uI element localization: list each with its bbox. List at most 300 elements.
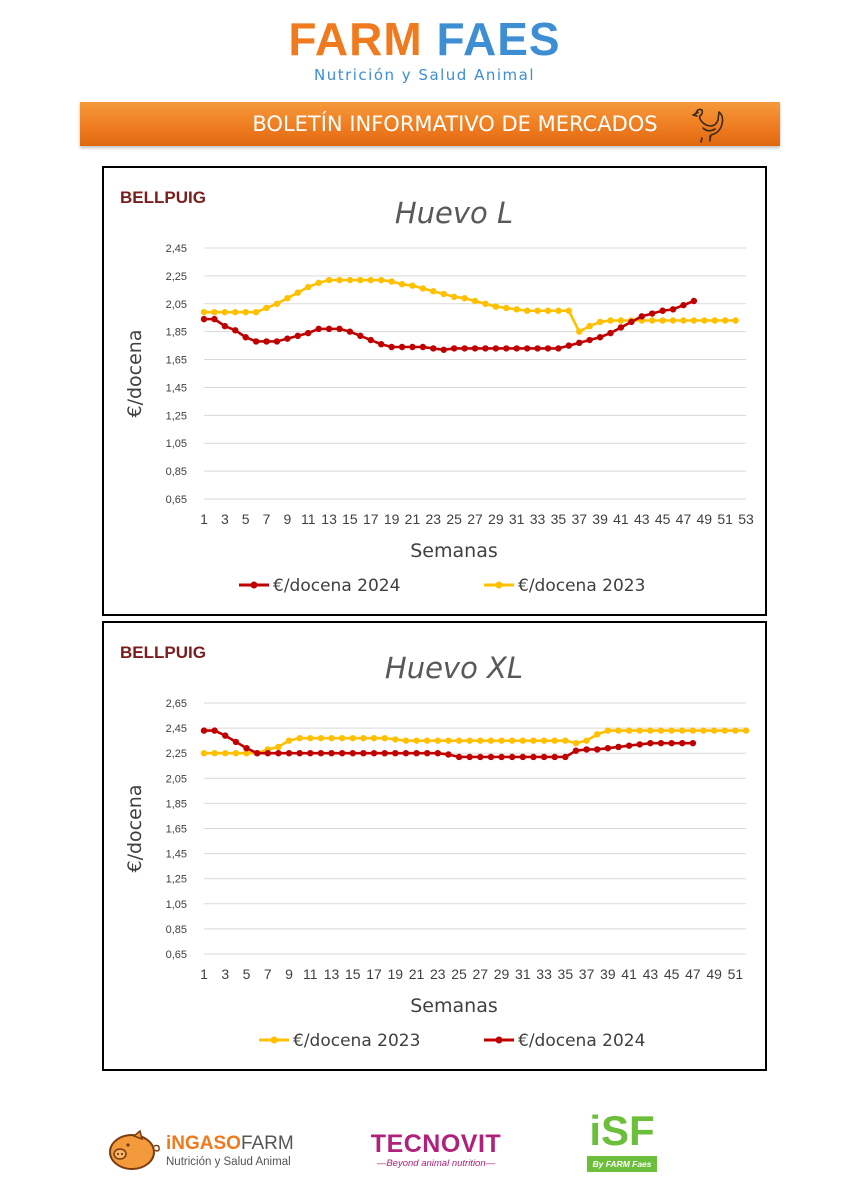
data-point xyxy=(441,347,447,353)
ingaso-tagline: Nutrición y Salud Animal xyxy=(166,1156,291,1168)
data-point xyxy=(679,727,685,733)
data-point xyxy=(399,281,405,287)
data-point xyxy=(388,344,394,350)
data-point xyxy=(368,337,374,343)
y-tick-label: 0,85 xyxy=(165,466,187,479)
x-tick-label: 27 xyxy=(472,966,489,982)
x-tick-label: 51 xyxy=(717,511,733,527)
y-tick-label: 1,25 xyxy=(165,410,187,423)
data-point xyxy=(583,746,589,752)
x-tick-label: 37 xyxy=(571,511,588,527)
x-tick-label: 43 xyxy=(633,511,650,527)
data-point xyxy=(254,750,260,756)
data-point xyxy=(488,737,494,743)
data-point xyxy=(637,741,643,747)
data-point xyxy=(339,735,345,741)
logo-word-farm: FARM xyxy=(288,13,423,65)
data-point xyxy=(545,308,551,314)
data-point xyxy=(541,737,547,743)
data-point xyxy=(339,750,345,756)
data-point xyxy=(201,309,207,315)
data-point xyxy=(307,750,313,756)
x-tick-label: 31 xyxy=(515,966,531,982)
legend-swatch-marker xyxy=(251,582,258,589)
data-point xyxy=(711,727,717,733)
data-point xyxy=(520,754,526,760)
data-point xyxy=(211,316,217,322)
data-point xyxy=(552,754,558,760)
x-tick-label: 35 xyxy=(557,966,574,982)
data-point xyxy=(477,737,483,743)
data-point xyxy=(392,736,398,742)
data-point xyxy=(274,338,280,344)
data-point xyxy=(435,750,441,756)
data-point xyxy=(594,731,600,737)
data-point xyxy=(498,737,504,743)
data-point xyxy=(552,737,558,743)
data-point xyxy=(615,744,621,750)
data-point xyxy=(347,328,353,334)
data-point xyxy=(594,746,600,752)
x-axis-title: Semanas xyxy=(410,995,498,1017)
x-tick-label: 5 xyxy=(242,966,251,982)
x-tick-label: 15 xyxy=(344,966,361,982)
data-point xyxy=(456,737,462,743)
data-point xyxy=(586,323,592,329)
data-point xyxy=(562,737,568,743)
data-point xyxy=(424,737,430,743)
data-point xyxy=(357,277,363,283)
data-point xyxy=(371,735,377,741)
data-point xyxy=(732,727,738,733)
data-point xyxy=(222,309,228,315)
data-point xyxy=(315,280,321,286)
data-point xyxy=(701,317,707,323)
data-point xyxy=(263,305,269,311)
data-point xyxy=(371,750,377,756)
x-tick-label: 15 xyxy=(342,511,358,527)
x-tick-label: 49 xyxy=(706,966,722,982)
data-point xyxy=(690,740,696,746)
data-point xyxy=(626,742,632,748)
x-tick-label: 47 xyxy=(675,511,692,527)
logo-tagline: Nutrición y Salud Animal xyxy=(313,66,536,84)
data-point xyxy=(456,754,462,760)
data-point xyxy=(295,289,301,295)
data-point xyxy=(201,727,207,733)
x-tick-label: 13 xyxy=(323,966,340,982)
x-axis-title: Semanas xyxy=(410,540,498,562)
data-point xyxy=(659,317,665,323)
data-point xyxy=(350,750,356,756)
data-point xyxy=(658,740,664,746)
data-point xyxy=(573,740,579,746)
data-point xyxy=(680,302,686,308)
x-tick-label: 39 xyxy=(592,511,608,527)
data-point xyxy=(445,737,451,743)
legend-swatch-marker xyxy=(271,1037,278,1044)
data-point xyxy=(658,727,664,733)
data-point xyxy=(639,313,645,319)
data-point xyxy=(315,326,321,332)
banner-title: BOLETÍN INFORMATIVO DE MERCADOS xyxy=(252,112,658,136)
data-point xyxy=(530,737,536,743)
data-point xyxy=(628,319,634,325)
x-tick-label: 47 xyxy=(685,966,701,982)
data-point xyxy=(482,345,488,351)
data-point xyxy=(524,308,530,314)
y-tick-label: 1,45 xyxy=(165,382,187,395)
data-point xyxy=(265,750,271,756)
data-point xyxy=(242,309,248,315)
data-point xyxy=(541,754,547,760)
logo-word-faes: FAES xyxy=(436,13,561,65)
chart-title: Huevo XL xyxy=(384,651,524,685)
data-point xyxy=(605,745,611,751)
x-tick-label: 19 xyxy=(383,511,400,527)
data-point xyxy=(360,750,366,756)
ingaso-suffix: FARM xyxy=(240,1133,294,1154)
data-point xyxy=(477,754,483,760)
x-tick-label: 21 xyxy=(404,511,421,527)
data-point xyxy=(647,727,653,733)
y-tick-label: 2,25 xyxy=(165,270,187,283)
x-tick-label: 49 xyxy=(696,511,713,527)
data-point xyxy=(472,298,478,304)
data-point xyxy=(295,333,301,339)
x-tick-label: 3 xyxy=(221,966,230,982)
data-point xyxy=(242,334,248,340)
data-point xyxy=(607,317,613,323)
data-point xyxy=(503,305,509,311)
data-point xyxy=(498,754,504,760)
data-point xyxy=(378,277,384,283)
data-point xyxy=(605,727,611,733)
location-label: BELLPUIG xyxy=(120,643,206,662)
data-point xyxy=(420,285,426,291)
hen-icon xyxy=(688,105,728,143)
data-point xyxy=(566,308,572,314)
data-point xyxy=(597,334,603,340)
series-line-2023 xyxy=(204,280,736,332)
data-point xyxy=(284,335,290,341)
y-tick-label: 1,85 xyxy=(165,326,187,339)
x-tick-label: 9 xyxy=(283,511,292,527)
x-tick-label: 3 xyxy=(220,511,229,527)
chart-title: Huevo L xyxy=(394,196,514,230)
x-tick-label: 45 xyxy=(663,966,680,982)
data-point xyxy=(461,345,467,351)
data-point xyxy=(451,294,457,300)
data-point xyxy=(513,306,519,312)
data-point xyxy=(503,345,509,351)
x-tick-label: 27 xyxy=(467,511,483,527)
data-point xyxy=(524,345,530,351)
data-point xyxy=(534,345,540,351)
y-tick-label: 0,85 xyxy=(165,923,187,936)
x-tick-label: 45 xyxy=(654,511,671,527)
y-tick-label: 2,65 xyxy=(165,698,187,710)
y-tick-label: 1,05 xyxy=(165,898,187,911)
data-point xyxy=(493,345,499,351)
x-tick-label: 31 xyxy=(508,511,525,527)
data-point xyxy=(413,750,419,756)
x-tick-label: 33 xyxy=(529,511,546,527)
x-tick-label: 23 xyxy=(430,966,446,982)
x-tick-label: 5 xyxy=(241,511,250,527)
data-point xyxy=(690,727,696,733)
data-point xyxy=(691,317,697,323)
data-point xyxy=(597,319,603,325)
data-point xyxy=(243,745,249,751)
data-point xyxy=(618,317,624,323)
data-point xyxy=(732,317,738,323)
legend-item-2024 xyxy=(484,1031,645,1051)
data-point xyxy=(347,277,353,283)
chart-panel-huevo-xl xyxy=(102,621,767,1071)
data-point xyxy=(680,317,686,323)
legend-swatch-marker xyxy=(496,1037,503,1044)
chart-huevo-l xyxy=(104,168,765,614)
data-point xyxy=(350,735,356,741)
data-point xyxy=(378,341,384,347)
data-point xyxy=(222,732,228,738)
data-point xyxy=(576,340,582,346)
data-point xyxy=(583,737,589,743)
data-point xyxy=(328,735,334,741)
data-point xyxy=(274,301,280,307)
farm-faes-logo xyxy=(0,14,849,84)
data-point xyxy=(403,750,409,756)
data-point xyxy=(482,301,488,307)
x-tick-label: 35 xyxy=(550,511,567,527)
legend-item-2023 xyxy=(259,1031,420,1051)
x-tick-label: 7 xyxy=(263,966,272,982)
x-tick-label: 51 xyxy=(727,966,744,982)
x-tick-label: 17 xyxy=(366,966,382,982)
data-point xyxy=(712,317,718,323)
isf-logo xyxy=(584,1106,660,1178)
x-tick-label: 37 xyxy=(578,966,595,982)
data-point xyxy=(232,309,238,315)
title-banner xyxy=(80,102,780,146)
data-point xyxy=(403,737,409,743)
data-point xyxy=(691,298,697,304)
y-tick-label: 0,65 xyxy=(165,494,187,506)
y-tick-label: 0,65 xyxy=(165,949,187,961)
data-point xyxy=(472,345,478,351)
tecnovit-name: TECNOVIT xyxy=(370,1130,502,1158)
data-point xyxy=(305,284,311,290)
data-point xyxy=(586,337,592,343)
data-point xyxy=(336,326,342,332)
legend-label: €/docena 2023 xyxy=(518,576,646,596)
y-tick-label: 2,45 xyxy=(165,723,187,736)
data-point xyxy=(534,308,540,314)
chart-panel-huevo-l xyxy=(102,166,767,616)
y-tick-label: 1,65 xyxy=(165,823,187,836)
chart-huevo-xl xyxy=(104,623,765,1069)
legend-label: €/docena 2024 xyxy=(518,1031,646,1051)
ingaso-farm-logo xyxy=(104,1128,314,1174)
x-tick-label: 9 xyxy=(285,966,293,982)
pig-icon xyxy=(104,1128,164,1172)
data-point xyxy=(576,328,582,334)
data-point xyxy=(388,278,394,284)
data-point xyxy=(326,277,332,283)
data-point xyxy=(441,291,447,297)
x-tick-label: 33 xyxy=(536,966,552,982)
y-tick-label: 1,85 xyxy=(165,798,187,811)
data-point xyxy=(263,338,269,344)
x-tick-label: 21 xyxy=(408,966,425,982)
data-point xyxy=(566,342,572,348)
x-tick-label: 7 xyxy=(262,511,271,527)
data-point xyxy=(420,344,426,350)
data-point xyxy=(253,338,259,344)
data-point xyxy=(670,317,676,323)
data-point xyxy=(430,288,436,294)
data-point xyxy=(488,754,494,760)
x-tick-label: 41 xyxy=(621,966,637,982)
data-point xyxy=(545,345,551,351)
data-point xyxy=(318,750,324,756)
data-point xyxy=(296,750,302,756)
legend-item-2024 xyxy=(239,576,400,596)
data-point xyxy=(618,324,624,330)
x-tick-label: 11 xyxy=(300,511,316,527)
data-point xyxy=(513,345,519,351)
data-point xyxy=(211,750,217,756)
data-point xyxy=(399,344,405,350)
x-tick-label: 53 xyxy=(738,511,754,527)
data-point xyxy=(360,735,366,741)
data-point xyxy=(647,740,653,746)
data-point xyxy=(336,277,342,283)
data-point xyxy=(201,750,207,756)
data-point xyxy=(328,750,334,756)
data-point xyxy=(409,282,415,288)
data-point xyxy=(307,735,313,741)
y-axis-title: €/docena xyxy=(124,329,146,418)
data-point xyxy=(555,345,561,351)
data-point xyxy=(368,277,374,283)
data-point xyxy=(381,735,387,741)
y-tick-label: 1,25 xyxy=(165,873,187,886)
data-point xyxy=(573,747,579,753)
data-point xyxy=(509,754,515,760)
data-point xyxy=(607,330,613,336)
y-tick-label: 2,05 xyxy=(165,773,187,786)
data-point xyxy=(649,310,655,316)
data-point xyxy=(649,317,655,323)
tecnovit-logo xyxy=(366,1130,506,1170)
legend-label: €/docena 2023 xyxy=(293,1031,421,1051)
data-point xyxy=(275,750,281,756)
data-point xyxy=(357,333,363,339)
data-point xyxy=(722,727,728,733)
y-tick-label: 2,25 xyxy=(165,748,187,761)
y-tick-label: 1,45 xyxy=(165,848,187,861)
data-point xyxy=(493,303,499,309)
x-tick-label: 1 xyxy=(200,511,208,527)
x-tick-label: 43 xyxy=(642,966,659,982)
data-point xyxy=(722,317,728,323)
data-point xyxy=(232,327,238,333)
data-point xyxy=(509,737,515,743)
data-point xyxy=(222,323,228,329)
data-point xyxy=(424,750,430,756)
data-point xyxy=(233,750,239,756)
data-point xyxy=(555,308,561,314)
data-point xyxy=(286,737,292,743)
x-tick-label: 25 xyxy=(451,966,467,982)
data-point xyxy=(381,750,387,756)
data-point xyxy=(296,735,302,741)
data-point xyxy=(743,727,749,733)
y-tick-label: 1,05 xyxy=(165,438,187,451)
data-point xyxy=(626,727,632,733)
data-point xyxy=(222,750,228,756)
data-point xyxy=(659,308,665,314)
x-tick-label: 29 xyxy=(493,966,510,982)
y-tick-label: 1,65 xyxy=(165,354,187,367)
x-tick-label: 19 xyxy=(387,966,404,982)
data-point xyxy=(451,345,457,351)
isf-name: iSF xyxy=(589,1107,655,1154)
x-tick-label: 41 xyxy=(613,511,629,527)
data-point xyxy=(562,754,568,760)
data-point xyxy=(211,727,217,733)
data-point xyxy=(318,735,324,741)
x-tick-label: 11 xyxy=(303,966,318,982)
data-point xyxy=(530,754,536,760)
data-point xyxy=(275,744,281,750)
data-point xyxy=(392,750,398,756)
isf-tagline: By FARM Faes xyxy=(587,1156,657,1172)
data-point xyxy=(466,754,472,760)
data-point xyxy=(435,737,441,743)
ingaso-prefix: iNGASO xyxy=(166,1133,241,1154)
data-point xyxy=(668,740,674,746)
legend-item-2023 xyxy=(484,576,645,596)
data-point xyxy=(233,739,239,745)
data-point xyxy=(409,344,415,350)
data-point xyxy=(668,727,674,733)
data-point xyxy=(253,309,259,315)
x-tick-label: 25 xyxy=(446,511,462,527)
data-point xyxy=(201,316,207,322)
data-point xyxy=(520,737,526,743)
x-tick-label: 17 xyxy=(362,511,379,527)
data-point xyxy=(679,740,685,746)
location-label: BELLPUIG xyxy=(120,188,206,207)
data-point xyxy=(466,737,472,743)
legend-swatch-marker xyxy=(496,582,503,589)
data-point xyxy=(286,750,292,756)
x-tick-label: 29 xyxy=(488,511,504,527)
x-tick-label: 39 xyxy=(600,966,616,982)
legend-label: €/docena 2024 xyxy=(273,576,401,596)
data-point xyxy=(615,727,621,733)
tecnovit-tagline: —Beyond animal nutrition— xyxy=(376,1158,496,1169)
y-tick-label: 2,45 xyxy=(165,243,187,255)
data-point xyxy=(305,330,311,336)
data-point xyxy=(413,737,419,743)
data-point xyxy=(700,727,706,733)
data-point xyxy=(445,751,451,757)
data-point xyxy=(284,295,290,301)
